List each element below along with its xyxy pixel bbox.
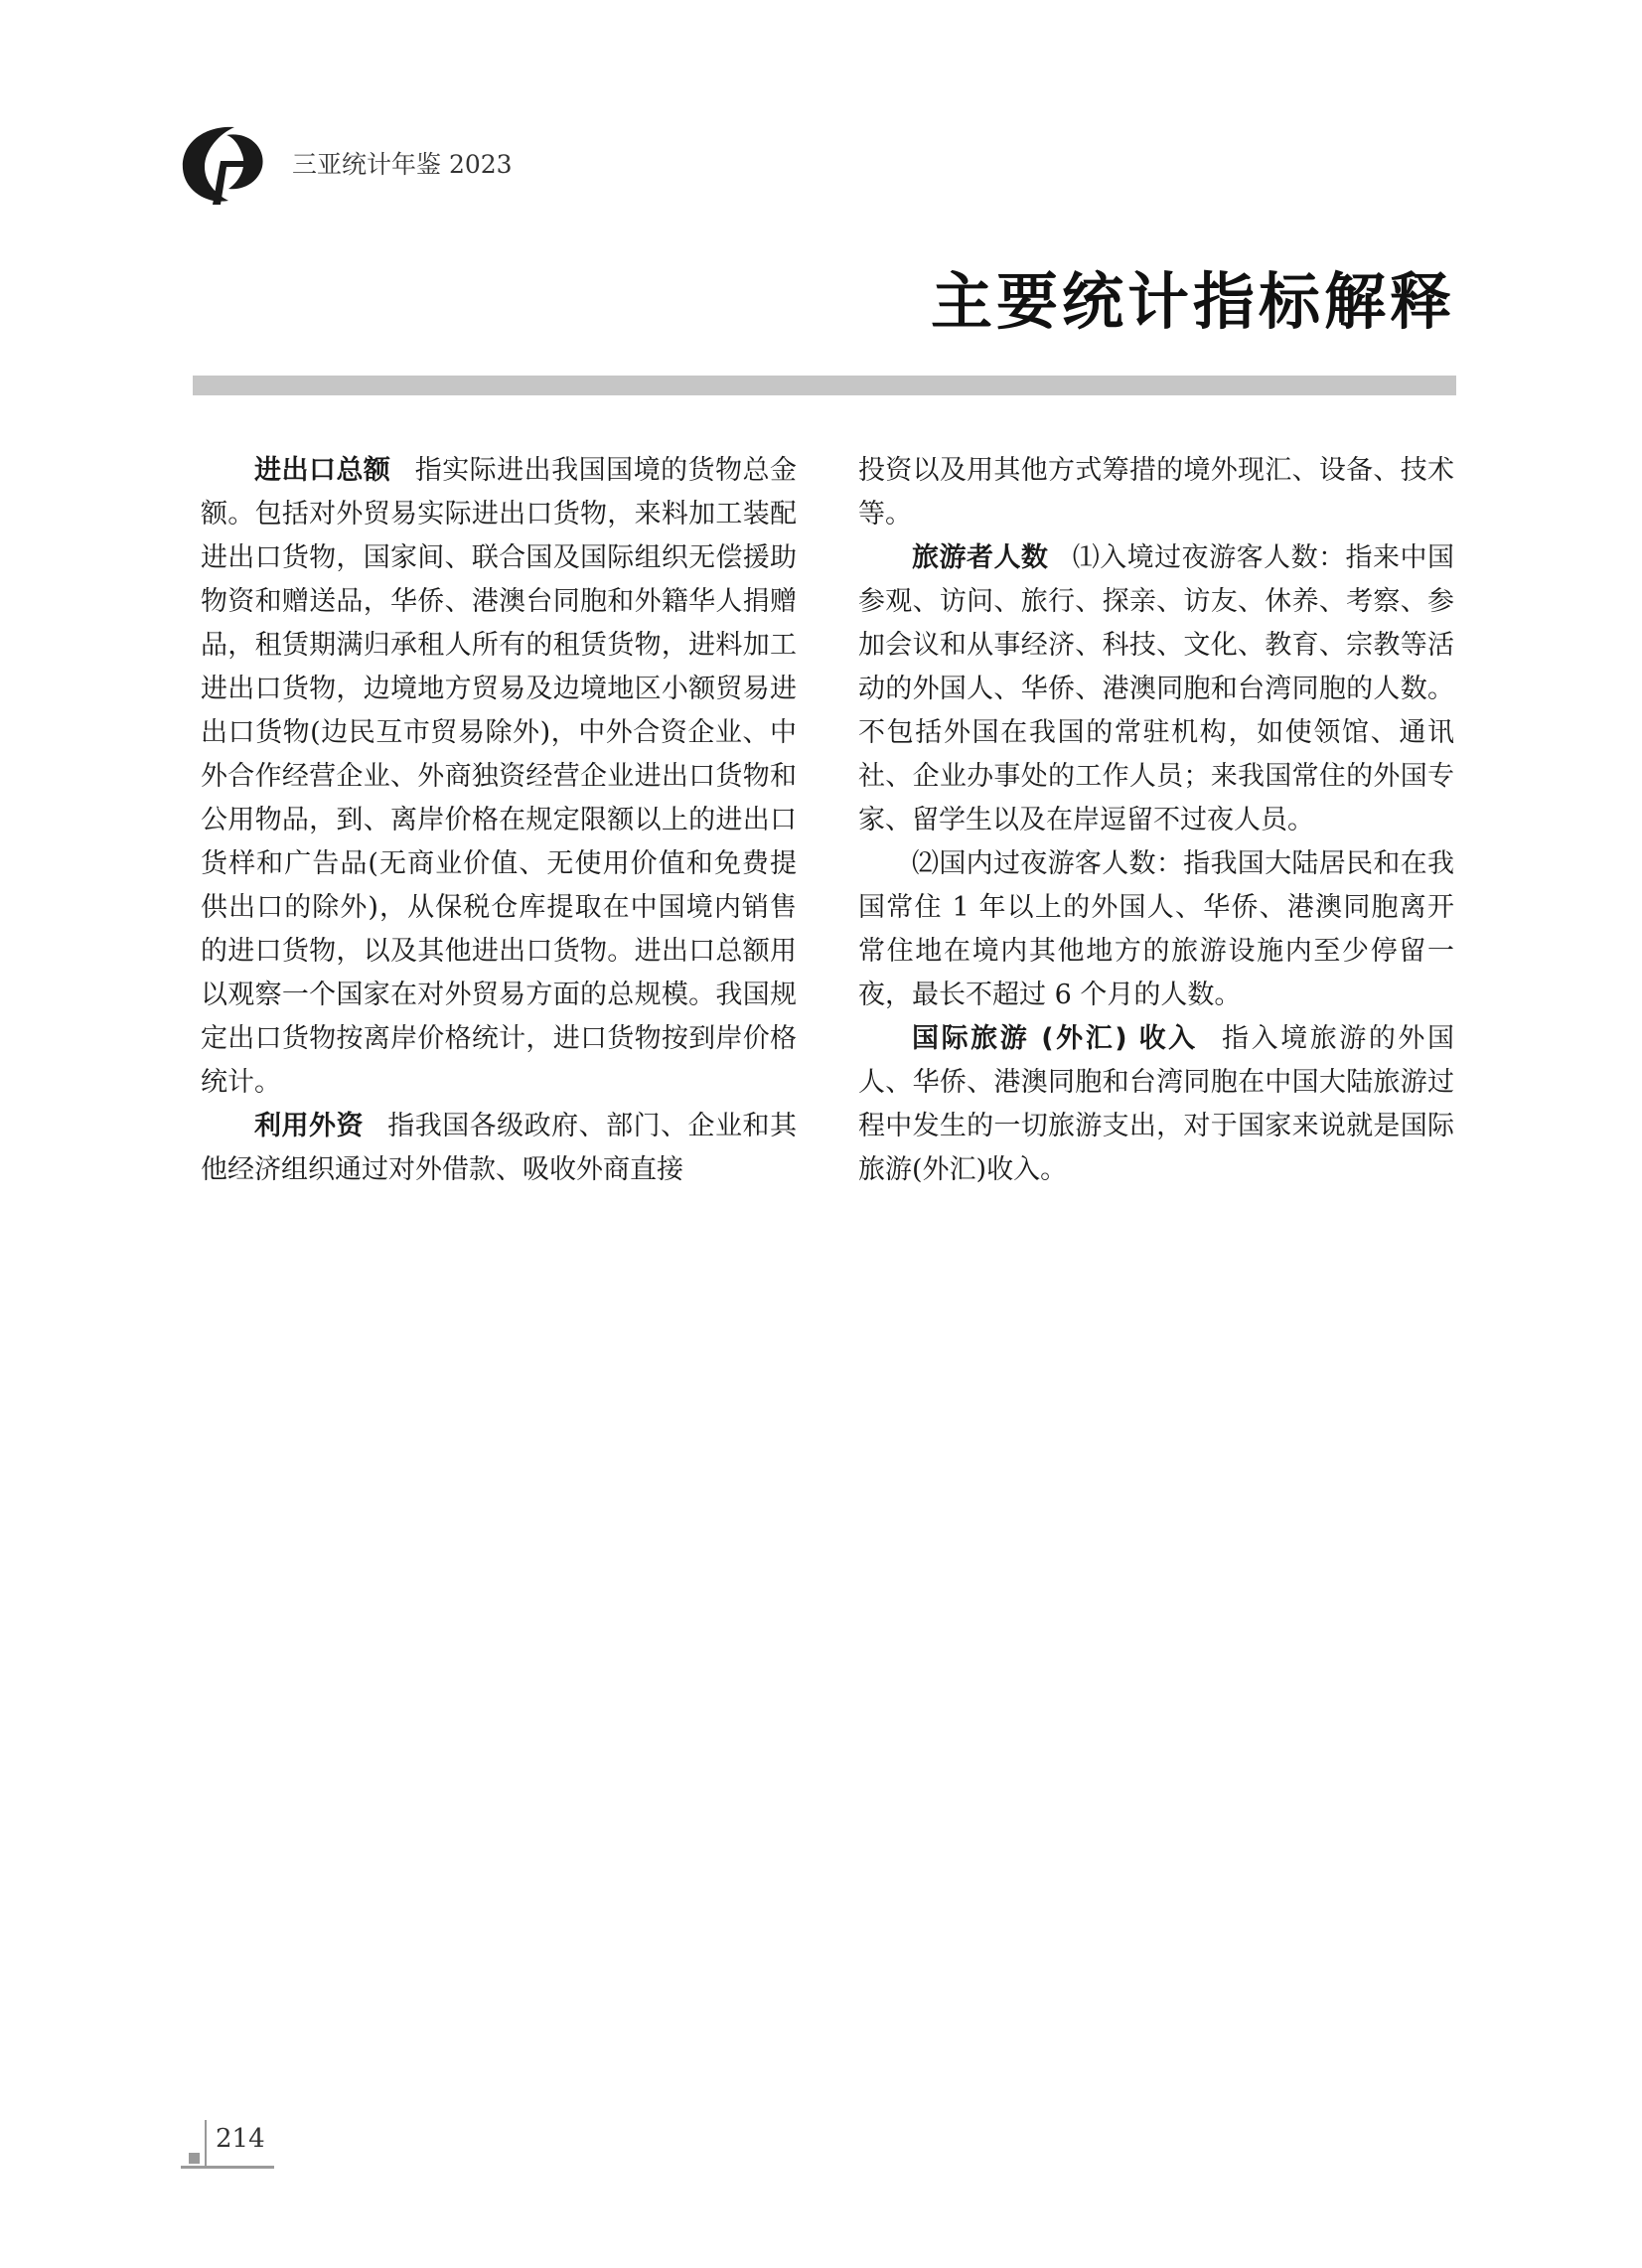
entry-tourists <box>858 536 1454 842</box>
definition-foreign-capital-continued: 投资以及用其他方式筹措的境外现汇、设备、技术等。 <box>858 455 1454 529</box>
footer-square-mark <box>189 2153 200 2164</box>
definition-tourists: ⑴入境过夜游客人数：指来中国参观、访问、旅行、探亲、访友、休养、考察、参加会议和从事经济、科技、文化、教育、宗教等活动的外国人、华侨、港澳同胞和台湾同胞的人数。不包括外国在我国的常驻机构，如使领馆、通讯社、企业办事处的工作人员；来我国常住的外国专家、留学生以及在岸逗留不过夜人员。 <box>858 542 1455 835</box>
definition-foreign-capital: 指我国各级政府、部门、企业和其他经济组织通过对外借款、吸收外商直接 <box>201 1111 798 1185</box>
term-import-export: 进出口总额 <box>254 455 391 486</box>
footer-vertical-rule <box>205 2120 207 2166</box>
stats-logo-icon <box>177 121 268 209</box>
entry-tourism-income <box>858 1017 1454 1192</box>
entry-foreign-capital <box>201 1105 797 1192</box>
entry-import-export <box>201 449 797 1105</box>
right-column <box>858 449 1454 1192</box>
definition-domestic-tourists: ⑵国内过夜游客人数：指我国大陆居民和在我国常住 1 年以上的外国人、华侨、港澳同胞离开常住地在境内其他地方的旅游设施内至少停留一夜，最长不超过 6 个月的人数。 <box>858 848 1454 1010</box>
definition-tourism-income: 指入境旅游的外国人、华侨、港澳同胞和台湾同胞在中国大陆旅游过程中发生的一切旅游支出，对于国家来说就是国际旅游(外汇)收入。 <box>858 1023 1455 1185</box>
footer-horizontal-rule <box>181 2166 274 2169</box>
term-tourists: 旅游者人数 <box>912 542 1049 573</box>
title-divider <box>193 376 1456 395</box>
page-number: 214 <box>216 2124 265 2154</box>
page-title: 主要统计指标解释 <box>930 265 1455 338</box>
yearbook-title: 三亚统计年鉴 2023 <box>292 150 513 179</box>
left-column <box>201 449 797 1192</box>
page-header <box>177 121 773 211</box>
page-footer <box>179 2116 278 2176</box>
term-tourism-income: 国际旅游 (外汇) 收入 <box>912 1023 1198 1054</box>
definition-import-export: 指实际进出我国国境的货物总金额。包括对外贸易实际进出口货物，来料加工装配进出口货物，国家间、联合国及国际组织无偿援助物资和赠送品，华侨、港澳台同胞和外籍华人捐赠品，租赁期满归承租人所有的租赁货物，进料加工进出口货物，边境地方贸易及边境地区小额贸易进出口货物(边民互市贸易除外)，中外合资企业、中外合作经营企业、外商独资经营企业进出口货物和公用物品，到、离岸价格在规定限额以上的进出口货样和广告品(无商业价值、无使用价值和免费提供出口的除外)，从保税仓库提取在中国境内销售的进口货物，以及其他进出口货物。进出口总额用以观察一个国家在对外贸易方面的总规模。我国规定出口货物按离岸价格统计，进口货物按到岸价格统计。 <box>201 455 798 1098</box>
term-foreign-capital: 利用外资 <box>254 1111 364 1141</box>
